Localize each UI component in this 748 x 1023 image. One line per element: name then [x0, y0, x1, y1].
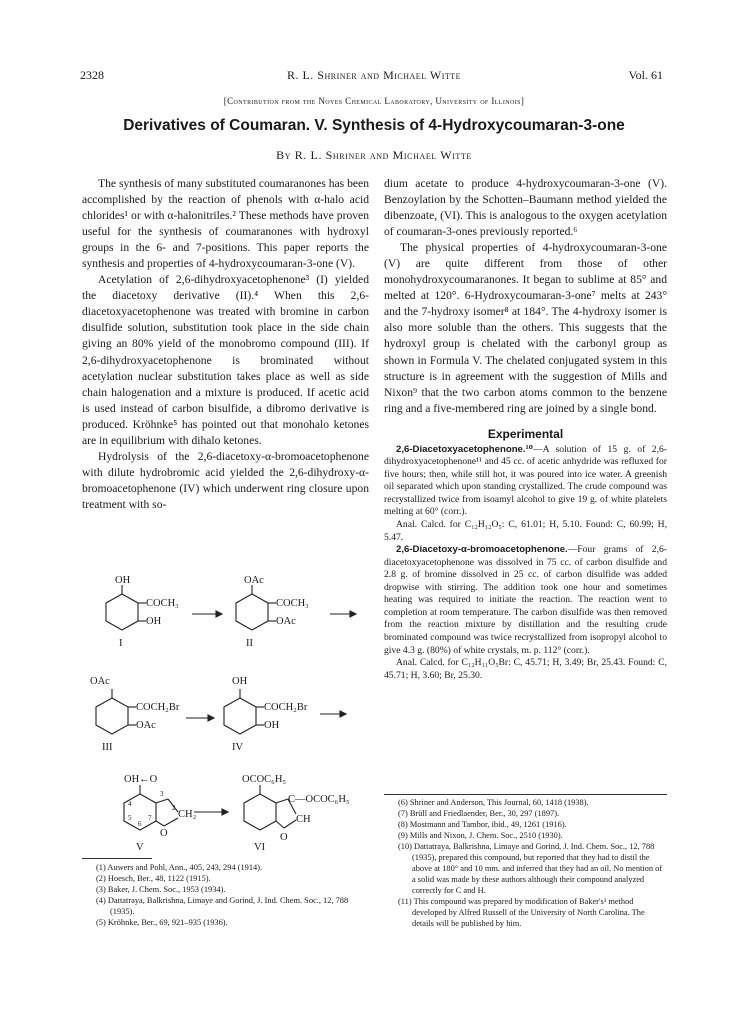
right-column: [384, 176, 667, 682]
footnote-8: (8) Mostmann and Tambor, ibid., 49, 1261 (1916).: [398, 820, 567, 829]
anal2-text: Anal. Calcd. for C₁₂H₁₁O₅Br: C, 45.71; H, 3.49; Br, 25.43. Found: C, 45.71; H, 3.60; Br, 25.30.: [384, 657, 667, 681]
volume-label: Vol. 61: [628, 68, 663, 82]
footnote-7: (7) Brüll and Friedlaender, Ber., 30, 297 (1897).: [398, 809, 560, 818]
exp1-heading: 2,6-Diacetoxyacetophenone.¹⁰: [396, 443, 533, 455]
V-pos7: 7: [148, 814, 152, 822]
ring-VI: [244, 794, 276, 830]
footnote-11: (11) This compound was prepared by modification of Baker's³ method developed by Alfred Russell of the University of North Carolina. The details will be published by him.: [398, 897, 645, 928]
V-label: V: [136, 842, 144, 853]
footnote-rule-right: [384, 794, 667, 795]
footnotes-left: [96, 862, 369, 928]
reaction-scheme: [82, 574, 372, 856]
IV-label: IV: [232, 742, 244, 753]
footnote-6: (6) Shriner and Anderson, This Journal, 60, 1418 (1938).: [398, 798, 589, 807]
footnote-3: (3) Baker, J. Chem. Soc., 1953 (1934).: [96, 885, 226, 894]
footnote-10: (10) Dattatraya, Balkrishna, Limaye and Gorind, J. Ind. Chem. Soc., 12, 788 (1935), prepared this compound, but reported that they had to distil the above at 180° and 10 mm. and inferred that they had an oil. No mention of a solid was made by these authors although their compound analyzed correctly for C and H.: [398, 842, 663, 895]
footnote-4: (4) Dattatraya, Balkrishna, Limaye and Gorind, J. Ind. Chem. Soc., 12, 788 (1935).: [96, 896, 349, 916]
VI-top-label: OCOC₆H₅: [242, 774, 287, 785]
exp2-text: —Four grams of 2,6-diacetoxyacetophenone was dissolved in 75 cc. of carbon disulfide and 2.8 g. of bromine dissolved in 25 cc. of carbon disulfide was added dropwise with stirring. The addition took one hour and sometimes heating was required to initiate the reaction. The reaction went to completion at room temperature. The carbon disulfide was then removed from the reaction mixture by distillation and the resulting crude brominated compound was twice recrystallized from isopropyl alcohol to give 4.3 g. (80%) of white crystals, m. p. 112° (corr.).: [384, 544, 667, 656]
VI-o-label: O: [280, 832, 288, 843]
ring-IV: [224, 698, 256, 734]
properties-paragraph: The physical properties of 4-hydroxycoumaran-3-one (V) are quite different from those of other monohydroxycoumaranones. It began to sublime at 85° and melted at 120°. 6-Hydroxycoumaran-3-one⁷ melts at 243° and the 7-hydroxy isomer⁸ at 184°. The 4-hydroxy isomer is also more soluble than the others. This suggests that the hydroxyl group is chelated with the carbonyl group as shown in Formula V. The chelated conjugated system in this structure is in agreement with the suggestion of Mills and Nixon⁹ that the two carbon atoms common to the benzene ring and a five-membered ring are joined by a single bond.: [384, 241, 667, 415]
byline: By R. L. Shriner and Michael Witte: [276, 148, 472, 162]
IV-side-label: COCH₂Br: [264, 702, 308, 713]
II-side-label: COCH₃: [276, 598, 309, 609]
footnote-2: (2) Hoesch, Ber., 48, 1122 (1915).: [96, 874, 211, 883]
I-top-label: OH: [115, 575, 131, 586]
V-pos2: 2: [172, 804, 176, 812]
exp1-text: —A solution of 15 g. of 2,6-dihydroxyacetophenone¹¹ and 45 cc. of acetic anhydride was refluxed for five hours; then, while still hot, it was poured into ice water. A greenish oil separated which upon standing crystallized. The crude compound was recrystallized twice from isoamyl alcohol to give 19 g. of white platelets melting at 60° (corr.).: [384, 443, 667, 518]
ring-I: [106, 594, 138, 630]
hydrolysis-paragraph: Hydrolysis of the 2,6-diacetoxy-α-bromoacetophenone with dilute hydrobromic acid yielded the 2,6-dihydroxy-α-bromoacetophenone (IV) which underwent ring closure upon treatment with so-: [82, 449, 369, 511]
V-ch2-label: CH₂: [178, 809, 197, 820]
VI-ch-label: CH: [296, 814, 311, 825]
V-pos6: 6: [138, 820, 142, 828]
footnote-rule-left: [82, 858, 152, 859]
page-number: 2328: [80, 68, 104, 82]
continued-paragraph: dium acetate to produce 4-hydroxycoumaran-3-one (V). Benzoylation by the Schotten–Baumann method yielded the dibenzoate, (VI). This is analogous to the oxygen acetylation of coumaran-3-ones previously reported.⁶: [384, 177, 667, 239]
anal1-text: Anal. Calcd. for C₁₂H₁₂O₅: C, 61.01; H, 5.10. Found: C, 60.99; H, 5.47.: [384, 519, 667, 543]
experimental-heading: Experimental: [487, 426, 564, 441]
V-pos3: 3: [160, 790, 164, 798]
left-column: [82, 176, 369, 513]
contribution-line: [Contribution from the Noyes Chemical Laboratory, University of Illinois]: [223, 96, 525, 106]
footnote-1: (1) Auwers and Pohl, Ann., 405, 243, 294 (1914).: [96, 863, 263, 872]
V-pos5: 5: [128, 814, 132, 822]
III-side-label: COCH₂Br: [136, 702, 180, 713]
III-label: III: [102, 742, 113, 753]
II-label: II: [246, 638, 253, 649]
experimental-body: [384, 444, 667, 682]
intro-paragraph: The synthesis of many substituted coumaranones has been accomplished by the reaction of phenols with α-halo acid chlorides¹ or with α-halonitriles.² These methods have proven useful for the synthesis of coumaranones with hydroxyl groups in the 6- and 7-positions. This paper reports the synthesis and properties of 4-hydroxycoumaran-3-one (V).: [82, 177, 369, 271]
exp2-heading: 2,6-Diacetoxy-α-bromoacetophenone.: [396, 544, 568, 556]
acetylation-paragraph: Acetylation of 2,6-dihydroxyacetophenone³ (I) yielded the diacetoxy derivative (II).⁴ When this 2,6-diacetoxyacetophenone was treated with bromine in carbon disulfide solution, substitution took place in the side chain giving an 80% yield of the monobromo compound (III). If 2,6-dihydroxyacetophenone is brominated without acetylation nuclear substitution takes place as well as side chain halogenation and a mixture is produced. If acetic acid is used instead of carbon bisulfide, a dibromo derivative is produced. Kröhnke⁵ has pointed out that monohalo ketones are in equilibrium with dihalo ketones.: [82, 273, 369, 447]
I-label: I: [119, 638, 123, 649]
article-title: Derivatives of Coumaran. V. Synthesis of 4-Hydroxycoumaran-3-one: [123, 117, 625, 134]
VI-label: VI: [254, 842, 266, 853]
I-bottom-label: OH: [146, 616, 162, 627]
V-pos4: 4: [128, 800, 132, 808]
footnote-9: (9) Mills and Nixon, J. Chem. Soc., 2510 (1930).: [398, 831, 563, 840]
II-top-label: OAc: [244, 575, 264, 586]
I-side-label: COCH₃: [146, 598, 179, 609]
V-o-label: O: [160, 828, 168, 839]
III-bottom-label: OAc: [136, 720, 156, 731]
V-top-label: OH←O: [124, 774, 158, 785]
footnotes-right: [398, 797, 667, 929]
III-top-label: OAc: [90, 676, 110, 687]
IV-top-label: OH: [232, 676, 248, 687]
VI-side-label: C—OCOC₆H₅: [288, 794, 350, 805]
footnote-5: (5) Kröhnke, Ber., 69, 921–935 (1936).: [96, 918, 228, 927]
IV-bottom-label: OH: [264, 720, 280, 731]
II-bottom-label: OAc: [276, 616, 296, 627]
running-head: R. L. Shriner and Michael Witte: [286, 68, 462, 82]
ring-II: [236, 594, 268, 630]
ring-III: [96, 698, 128, 734]
